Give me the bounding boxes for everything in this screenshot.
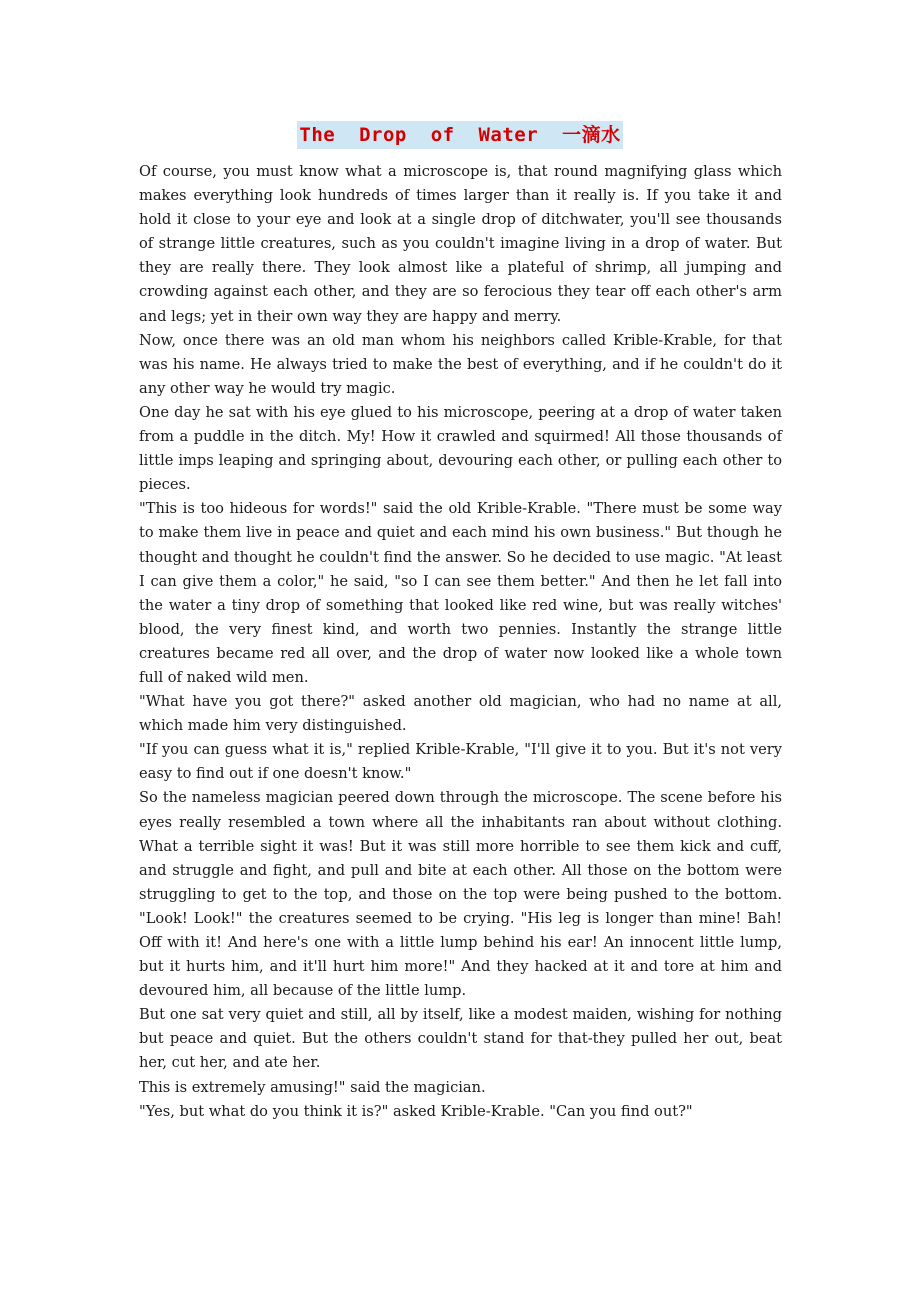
paragraph: This is extremely amusing!" said the magician. [139, 1078, 486, 1096]
paragraph: "If you can guess what it is," replied Krible-Krable, "I'll give it to you. But it's not very easy to find out if one doesn't know." [139, 741, 782, 783]
paragraph: But one sat very quiet and still, all by itself, like a modest maiden, wishing for nothing but peace and quiet. But the others couldn't stand for that-they pulled her out, beat her, cut her, and ate her. [139, 1006, 782, 1072]
paragraph: So the nameless magician peered down through the microscope. The scene before his eyes really resembled a town where all the inhabitants ran about without clothing. What a terrible sight it was! But it was still more horrible to see them kick and cuff, and struggle and fight, and pull and bite at each other. All those on the bottom were struggling to get to the top, and those on the top were being pushed to the bottom. "Look! Look!" the creatures seemed to be crying. "His leg is longer than mine! Bah! Off with it! And here's one with a little lump behind his ear! An innocent little lump, but it hurts him, and it'll hurt him more!" And they hacked at it and tore at him and devoured him, all because of the little lump. [139, 789, 782, 1000]
document-body [139, 160, 782, 1124]
paragraph: "Yes, but what do you think it is?" asked Krible-Krable. "Can you find out?" [139, 1102, 693, 1120]
paragraph: "What have you got there?" asked another old magician, who had no name at all, which made him very distinguished. [139, 693, 782, 735]
paragraph: One day he sat with his eye glued to his microscope, peering at a drop of water taken from a puddle in the ditch. My! How it crawled and squirmed! All those thousands of little imps leaping and springing about, devouring each other, or pulling each other to pieces. [139, 403, 782, 494]
paragraph: Now, once there was an old man whom his neighbors called Krible-Krable, for that was his name. He always tried to make the best of everything, and if he couldn't do it any other way he would try magic. [139, 331, 782, 397]
paragraph: Of course, you must know what a microscope is, that round magnifying glass which makes everything look hundreds of times larger than it really is. If you take it and hold it close to your eye and look at a single drop of ditchwater, you'll see thousands of strange little creatures, such as you couldn't imagine living in a drop of water. But they are really there. They look almost like a plateful of shrimp, all jumping and crowding against each other, and they are so ferocious they tear off each other's arm and legs; yet in their own way they are happy and merry. [139, 163, 782, 325]
document-title: The Drop of Water 一滴水 [297, 121, 622, 149]
paragraph: "This is too hideous for words!" said the old Krible-Krable. "There must be some way to make them live in peace and quiet and each mind his own business." But though he thought and thought he couldn't find the answer. So he decided to use magic. "At least I can give them a color," he said, "so I can see them better." And then he let fall into the water a tiny drop of something that looked like red wine, but was really witches' blood, the very finest kind, and worth two pennies. Instantly the strange little creatures became red all over, and the drop of water now looked like a whole town full of naked wild men. [139, 500, 782, 686]
title-container [0, 121, 920, 149]
